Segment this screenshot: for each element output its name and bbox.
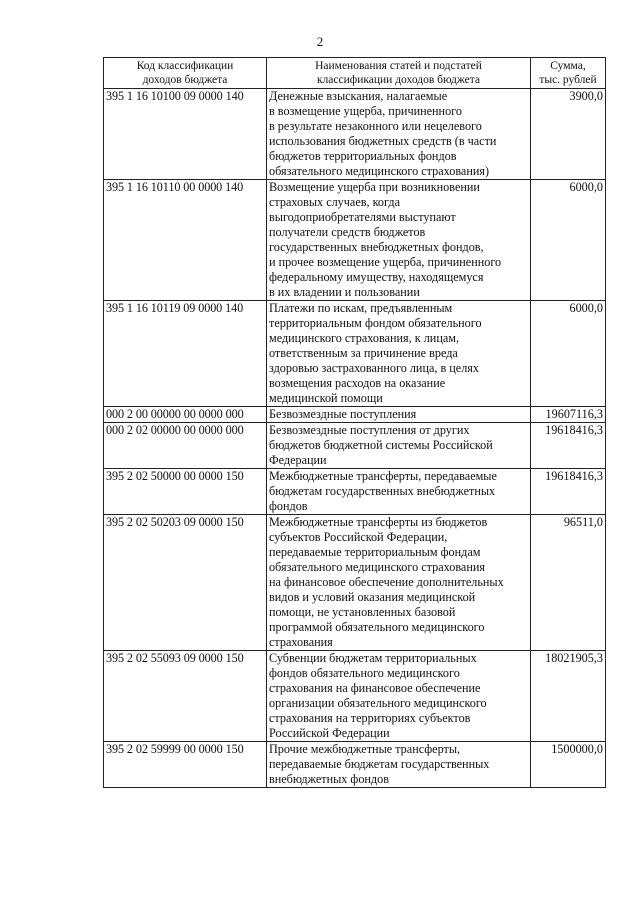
revenue-item-name-line: здоровью застрахованного лица, в целях — [269, 361, 479, 375]
revenue-item-name-line: Межбюджетные трансферты, передаваемые — [269, 469, 497, 483]
classification-code: 395 1 16 10100 09 0000 140 — [104, 89, 267, 180]
revenue-item-name-line: Возмещение ущерба при возникновении — [269, 180, 480, 194]
budget-revenue-table — [103, 57, 606, 788]
header-name — [267, 58, 531, 89]
classification-code: 395 2 02 59999 00 0000 150 — [104, 742, 267, 788]
revenue-item-name-line: Российской Федерации — [269, 726, 390, 740]
table-row — [104, 180, 606, 301]
revenue-item-name-line: возмещения расходов на оказание — [269, 376, 446, 390]
revenue-item-name-line: использования бюджетных средств (в части — [269, 134, 497, 148]
table-row — [104, 407, 606, 423]
page-number: 2 — [316, 34, 324, 49]
classification-code: 000 2 00 00000 00 0000 000 — [104, 407, 267, 423]
revenue-item-name-line: выгодоприобретателями выступают — [269, 210, 456, 224]
revenue-item-name — [267, 742, 531, 788]
amount-value: 3900,0 — [531, 89, 606, 180]
revenue-item-name-line: Денежные взыскания, налагаемые — [269, 89, 448, 103]
revenue-item-name-line: медицинского страхования, к лицам, — [269, 331, 460, 345]
table-row — [104, 423, 606, 469]
revenue-item-name — [267, 180, 531, 301]
revenue-item-name — [267, 407, 531, 423]
revenue-item-name-line: видов и условий оказания медицинской — [269, 590, 476, 604]
revenue-item-name-line: Безвозмездные поступления от других — [269, 423, 470, 437]
revenue-item-name-line: субъектов Российской Федерации, — [269, 530, 448, 544]
classification-code: 395 1 16 10119 09 0000 140 — [104, 301, 267, 407]
amount-value: 1500000,0 — [531, 742, 606, 788]
header-code-line: Код классификации — [136, 60, 234, 72]
table-header-row — [104, 58, 606, 89]
revenue-item-name-line: бюджетов территориальных фондов — [269, 149, 457, 163]
header-name-line: Наименования статей и подстатей — [315, 60, 482, 72]
classification-code: 395 2 02 55093 09 0000 150 — [104, 651, 267, 742]
revenue-item-name-line: федеральному имуществу, находящемуся — [269, 270, 484, 284]
revenue-item-name-line: в их владении и пользовании — [269, 285, 420, 299]
revenue-item-name-line: страхования — [269, 635, 333, 649]
amount-value: 6000,0 — [531, 180, 606, 301]
revenue-item-name-line: территориальным фондом обязательного — [269, 316, 482, 330]
revenue-item-name — [267, 301, 531, 407]
table-row — [104, 89, 606, 180]
revenue-item-name-line: медицинской помощи — [269, 391, 383, 405]
header-name-line: классификации доходов бюджета — [316, 74, 481, 86]
revenue-item-name-line: бюджетов бюджетной системы Российской — [269, 438, 493, 452]
header-amount — [531, 58, 606, 89]
revenue-item-name-line: страхования на территориях субъектов — [269, 711, 471, 725]
amount-value: 18021905,3 — [531, 651, 606, 742]
revenue-item-name-line: получатели средств бюджетов — [269, 225, 426, 239]
revenue-item-name-line: обязательного медицинского страхования) — [269, 164, 490, 178]
revenue-item-name — [267, 515, 531, 651]
header-amount-line: Сумма, — [550, 60, 586, 72]
table-row — [104, 742, 606, 788]
revenue-item-name — [267, 423, 531, 469]
revenue-item-name-line: Платежи по искам, предъявленным — [269, 301, 453, 315]
revenue-item-name-line: на финансовое обеспечение дополнительных — [269, 575, 504, 589]
revenue-item-name-line: передаваемые бюджетам государственных — [269, 757, 490, 771]
classification-code: 395 2 02 50000 00 0000 150 — [104, 469, 267, 515]
amount-value: 19607116,3 — [531, 407, 606, 423]
revenue-item-name-line: бюджетам государственных внебюджетных — [269, 484, 496, 498]
amount-value: 19618416,3 — [531, 423, 606, 469]
revenue-item-name — [267, 651, 531, 742]
revenue-item-name-line: помощи, не установленных базовой — [269, 605, 456, 619]
table-row — [104, 651, 606, 742]
classification-code: 395 1 16 10110 00 0000 140 — [104, 180, 267, 301]
revenue-item-name-line: Федерации — [269, 453, 327, 467]
amount-value: 19618416,3 — [531, 469, 606, 515]
revenue-item-name-line: Безвозмездные поступления — [269, 407, 417, 421]
table-row — [104, 301, 606, 407]
amount-value: 96511,0 — [531, 515, 606, 651]
revenue-item-name-line: ответственным за причинение вреда — [269, 346, 458, 360]
revenue-item-name-line: государственных внебюджетных фондов, — [269, 240, 484, 254]
revenue-item-name-line: программой обязательного медицинского — [269, 620, 485, 634]
revenue-item-name-line: фондов — [269, 499, 308, 513]
revenue-item-name — [267, 89, 531, 180]
revenue-item-name-line: внебюджетных фондов — [269, 772, 389, 786]
revenue-item-name-line: обязательного медицинского страхования — [269, 560, 485, 574]
revenue-item-name-line: страховых случаев, когда — [269, 195, 400, 209]
classification-code: 000 2 02 00000 00 0000 000 — [104, 423, 267, 469]
revenue-item-name-line: в результате незаконного или нецелевого — [269, 119, 482, 133]
revenue-item-name-line: Межбюджетные трансферты из бюджетов — [269, 515, 488, 529]
revenue-item-name-line: фондов обязательного медицинского — [269, 666, 460, 680]
revenue-item-name-line: Прочие межбюджетные трансферты, — [269, 742, 461, 756]
amount-value: 6000,0 — [531, 301, 606, 407]
revenue-item-name-line: страхования на финансовое обеспечение — [269, 681, 481, 695]
revenue-item-name-line: в возмещение ущерба, причиненного — [269, 104, 462, 118]
header-amount-line: тыс. рублей — [539, 74, 597, 86]
table-row — [104, 469, 606, 515]
header-code-line: доходов бюджета — [142, 74, 228, 86]
revenue-item-name-line: передаваемые территориальным фондам — [269, 545, 481, 559]
revenue-item-name-line: организации обязательного медицинского — [269, 696, 487, 710]
revenue-item-name-line: и прочее возмещение ущерба, причиненного — [269, 255, 502, 269]
revenue-item-name — [267, 469, 531, 515]
table-row — [104, 515, 606, 651]
classification-code: 395 2 02 50203 09 0000 150 — [104, 515, 267, 651]
revenue-item-name-line: Субвенции бюджетам территориальных — [269, 651, 477, 665]
header-code — [104, 58, 267, 89]
